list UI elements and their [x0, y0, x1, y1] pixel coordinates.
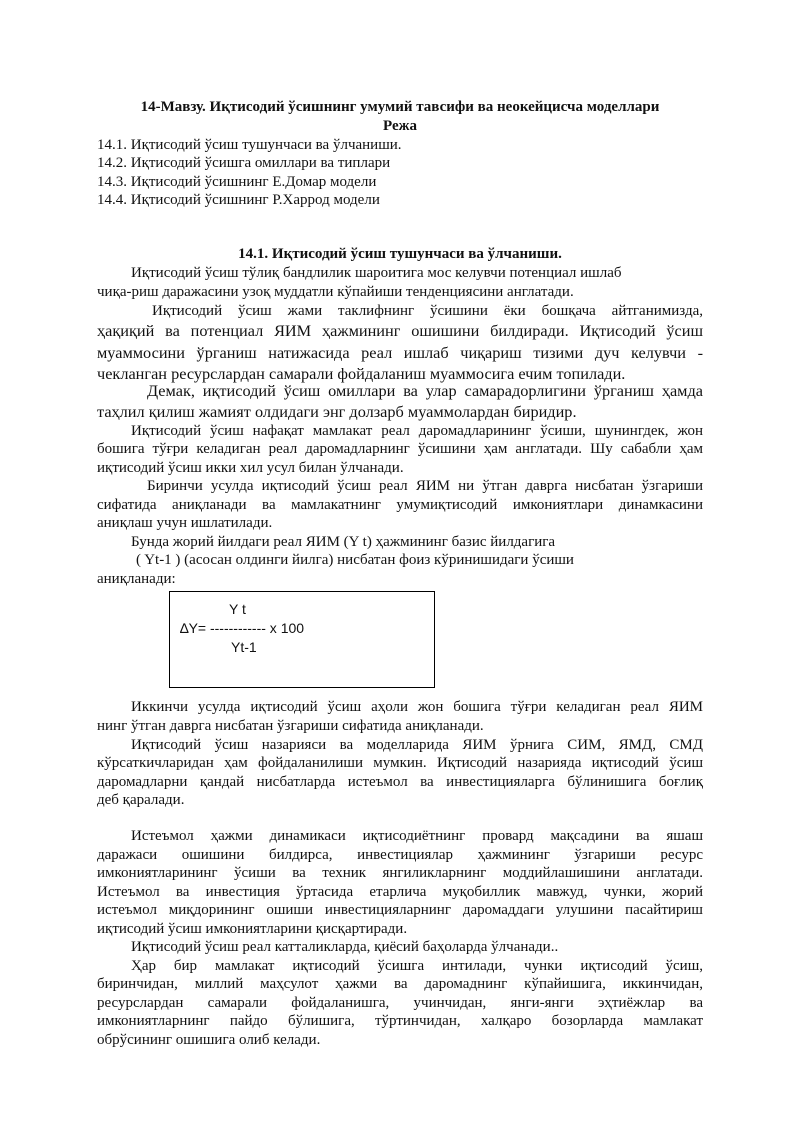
paragraph-line: Биринчи усулда иқтисодий ўсиш реал ЯИМ ни ўтган даврга нисбатан ўзгариши — [147, 478, 703, 494]
formula-numerator: Y t — [229, 601, 246, 617]
paragraph-line: обрўсининг ошишига олиб келади. — [97, 1032, 321, 1048]
paragraph-line: чиқа-риш даражасини узоқ муддатли кўпайиши тенденциясини англатади. — [97, 284, 574, 300]
plan-item: 14.4. Иқтисодий ўсишнинг Р.Харрод модели — [97, 192, 380, 208]
paragraph-line: Демак, иқтисодий ўсиш омиллари ва улар самарадорлигини ўрганиш ҳамда — [147, 381, 703, 400]
paragraph-line: кўрсаткичларидан ҳам фойдаланилиши мумкин. Иқтисодий назарияда иқтисодий ўсиш — [97, 755, 703, 771]
paragraph-line: ҳақиқий ва потенциал ЯИМ ҳажмининг ошишини билдиради. Иқтисодий ўсиш — [97, 321, 703, 340]
paragraph-line: иқтисодий ўсиш имкониятларини қисқартиради. — [97, 921, 408, 937]
paragraph-line: Иқтисодий ўсиш реал катталикларда, қиёсий баҳоларда ўлчанади.. — [131, 939, 559, 955]
document-title: 14-Мавзу. Иқтисодий ўсишнинг умумий тавсифи ва неокейцисча моделлари — [140, 99, 660, 115]
paragraph-line: бошига тўғри келадиган реал даромадларнинг ўсишини ҳам англатади. Шу сабабли ҳам — [97, 441, 703, 457]
paragraph-line: аниқлаш учун ишлатилади. — [97, 515, 273, 531]
formula-box — [169, 591, 435, 688]
paragraph-line: иқтисодий ўсиш икки хил усул билан ўлчанади. — [97, 460, 404, 476]
paragraph-line: ресурслардан самарали фойдаланишга, учинчидан, янги-янги эҳтиёжлар ва — [97, 995, 703, 1011]
section-heading: 14.1. Иқтисодий ўсиш тушунчаси ва ўлчаниши. — [238, 246, 562, 262]
paragraph-line: Иқтисодий ўсиш жами таклифнинг ўсишини ёки бошқача айтганимизда, — [152, 303, 703, 319]
paragraph-line: Бунда жорий йилдаги реал ЯИМ (Y t) ҳажмининг базис йилдагига — [131, 534, 556, 550]
paragraph-line: муаммосини ўрганиш натижасида реал ишлаб чиқариш тизими дуч келувчи - — [97, 343, 703, 362]
plan-heading: Режа — [383, 118, 417, 134]
paragraph-line: имкониятларнинг пайдо бўлишига, тўртинчидан, халқаро бозорларда мамлакат — [97, 1013, 703, 1029]
formula-expression: ∆Y= ------------ x 100 — [180, 620, 305, 636]
paragraph-line: Истеъмол ҳажми динамикаси иқтисодиётнинг провард мақсадини ва яшаш — [131, 828, 703, 844]
paragraph-line: Иқтисодий ўсиш назарияси ва моделларида ЯИМ ўрнига СИМ, ЯМД, СМД — [131, 737, 703, 753]
paragraph-line: нинг ўтган даврга нисбатан ўзгариши сифатида аниқланади. — [97, 718, 484, 734]
paragraph-line: биринчидан, миллий маҳсулот ҳажми ва даромаднинг кўпайишига, иккинчидан, — [97, 976, 703, 992]
paragraph-line: сифатида аниқланади ва мамлакатнинг умумиқтисодий имкониятлари динамкасини — [97, 497, 703, 513]
paragraph-line: Иқтисодий ўсиш тўлиқ бандлилик шароитига мос келувчи потенциал ишлаб — [131, 265, 622, 281]
paragraph-line: даромадларни қандай нисбатларда истеъмол ва инвестицияларга бўлинишига боғлиқ — [97, 774, 703, 790]
plan-item: 14.1. Иқтисодий ўсиш тушунчаси ва ўлчаниши. — [97, 137, 402, 153]
paragraph-line: Иқтисодий ўсиш нафақат мамлакат реал даромадларининг ўсиши, шунингдек, жон — [131, 423, 703, 439]
paragraph-line: имкониятларининг ўсиши ва техник янгиликларнинг моддийлашишини англатади. — [97, 865, 703, 881]
paragraph-line: чекланган ресурслардан самарали фойдаланиш муаммосига ечим топилади. — [97, 364, 626, 383]
paragraph-line: Ҳар бир мамлакат иқтисодий ўсишга интилади, чунки иқтисодий ўсиш, — [131, 958, 703, 974]
plan-item: 14.3. Иқтисодий ўсишнинг Е.Домар модели — [97, 174, 377, 190]
paragraph-line: истеъмол миқдорининг ошиши инвестицияларнинг даромаддаги улушини пасайтириш — [97, 902, 703, 918]
paragraph-line: ( Yt-1 ) (асосан олдинги йилга) нисбатан фоиз кўринишидаги ўсиши — [136, 552, 574, 568]
paragraph-line: Иккинчи усулда иқтисодий ўсиш аҳоли жон бошига тўғри келадиган реал ЯИМ — [131, 699, 703, 715]
plan-item: 14.2. Иқтисодий ўсишга омиллари ва типлари — [97, 155, 391, 171]
paragraph-line: деб қаралади. — [97, 792, 185, 808]
paragraph-line: Истеъмол ва инвестиция ўртасида етарлича муқобиллик мавжуд, чунки, жорий — [97, 884, 703, 900]
paragraph-line: аниқланади: — [97, 571, 176, 587]
paragraph-line: даражаси ошишини билдирса, инвестициялар ҳажмининг ўзгариши ресурс — [97, 847, 703, 863]
paragraph-line: таҳлил қилиш жамият олдидаги энг долзарб муаммолардан биридир. — [97, 402, 577, 421]
formula-denominator: Yt-1 — [231, 639, 257, 655]
